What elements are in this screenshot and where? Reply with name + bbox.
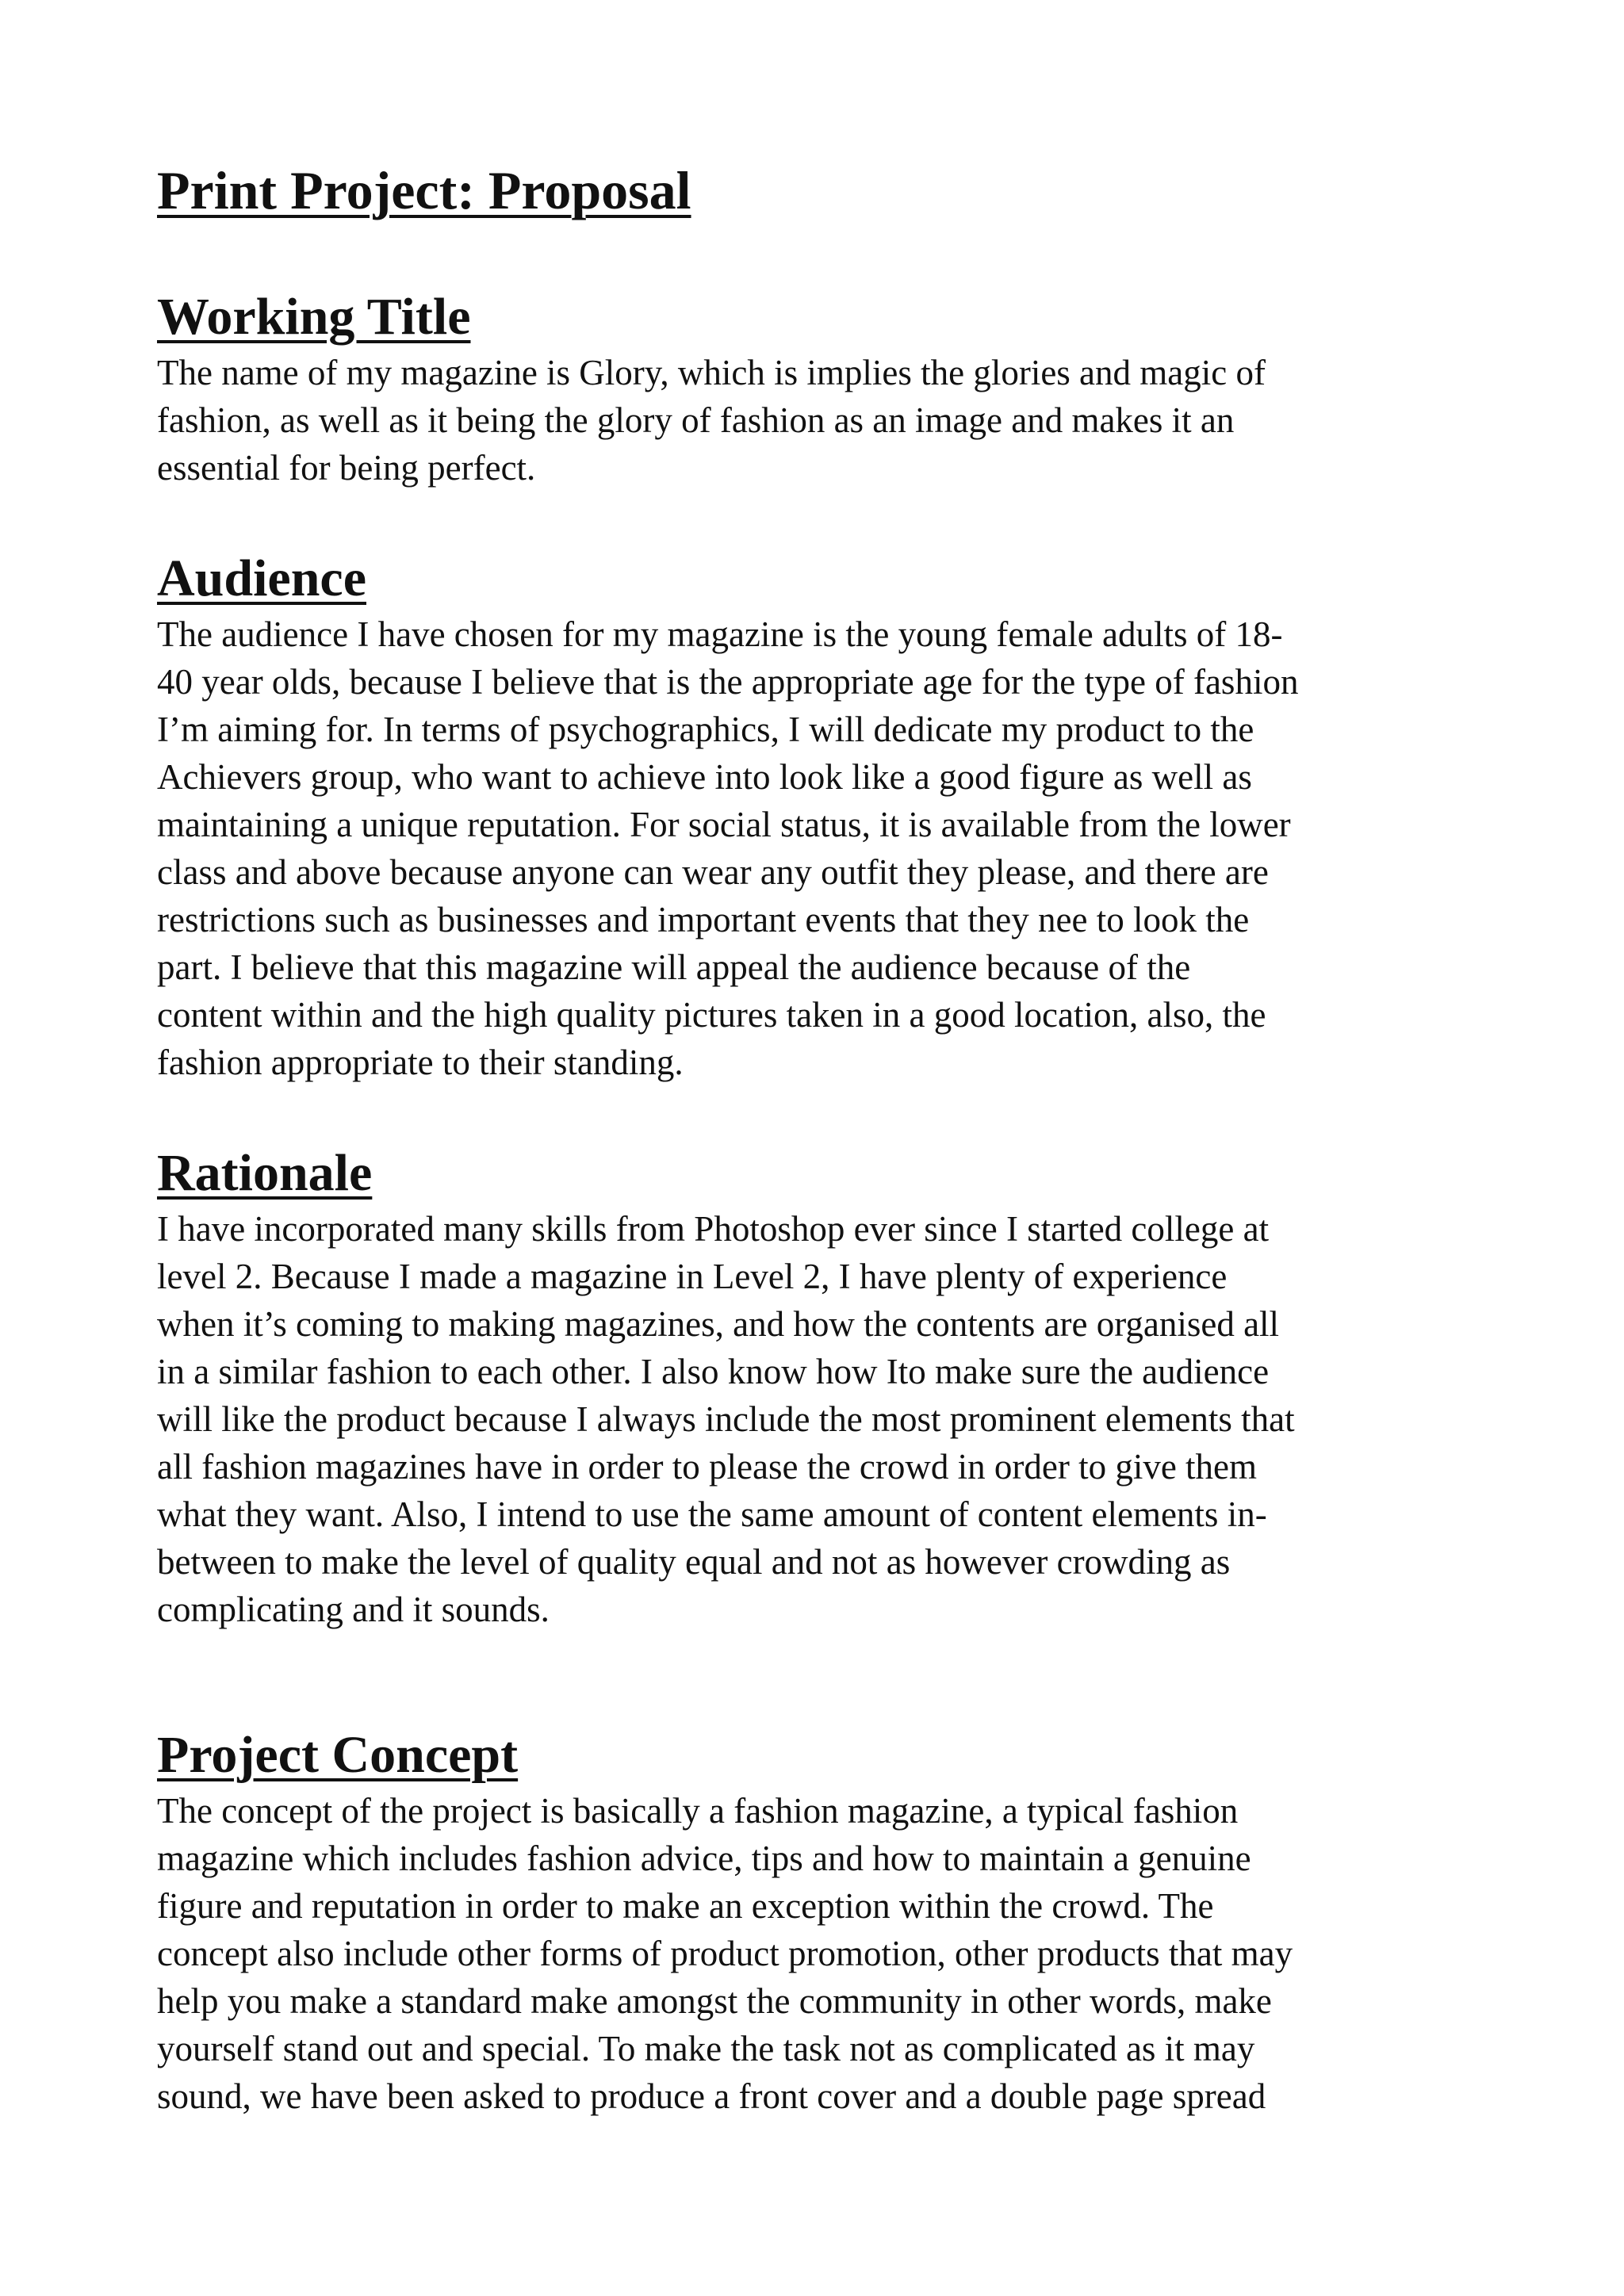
section-rationale bbox=[157, 1142, 1489, 1633]
section-body-audience: The audience I have chosen for my magazine is the young female adults of 18- 40 year olds, because I believe that is the appropriate age for the type of fashion I’m aiming for. In terms of psychographics, I will dedicate my product to the Achievers group, who want to achieve into look like a good figure as well as maintaining a unique reputation. For social status, it is available from the lower class and above because anyone can wear any outfit they please, and there are restrictions such as businesses and important events that they nee to look the part. I believe that this magazine will appeal the audience because of the content within and the high quality pictures taken in a good location, also, the fashion appropriate to their standing. bbox=[157, 614, 1299, 1082]
document-content bbox=[157, 159, 1489, 2120]
section-body-working-title: The name of my magazine is Glory, which is implies the glories and magic of fashion, as well as it being the glory of fashion as an image and makes it an essential for being perfect. bbox=[157, 353, 1266, 488]
section-audience bbox=[157, 547, 1489, 1086]
section-heading-audience: Audience bbox=[157, 549, 366, 607]
section-body-project-concept: The concept of the project is basically a fashion magazine, a typical fashion magazine which includes fashion advice, tips and how to maintain a genuine figure and reputation in order to make an exception within the crowd. The concept also include other forms of product promotion, other products that may help you make a standard make amongst the community in other words, make yourself stand out and special. To make the task not as complicated as it may sound, we have been asked to produce a front cover and a double page spread bbox=[157, 1791, 1293, 2116]
section-heading-rationale: Rationale bbox=[157, 1144, 373, 1202]
document-title: Print Project: Proposal bbox=[157, 160, 691, 220]
section-working-title bbox=[157, 285, 1489, 492]
section-heading-project-concept: Project Concept bbox=[157, 1726, 519, 1784]
section-body-rationale: I have incorporated many skills from Photoshop ever since I started college at level 2. Because I made a magazine in Level 2, I have plenty of experience when it’s coming to making magazines, and how the contents are organised all in a similar fashion to each other. I also know how Ito make sure the audience will like the product because I always include the most prominent elements that all fashion magazines have in order to please the crowd in order to give them what they want. Also, I intend to use the same amount of content elements in- between to make the level of quality equal and not as however crowding as complicating and it sounds. bbox=[157, 1209, 1295, 1629]
section-project-concept bbox=[157, 1724, 1489, 2120]
section-heading-working-title: Working Title bbox=[157, 288, 471, 346]
